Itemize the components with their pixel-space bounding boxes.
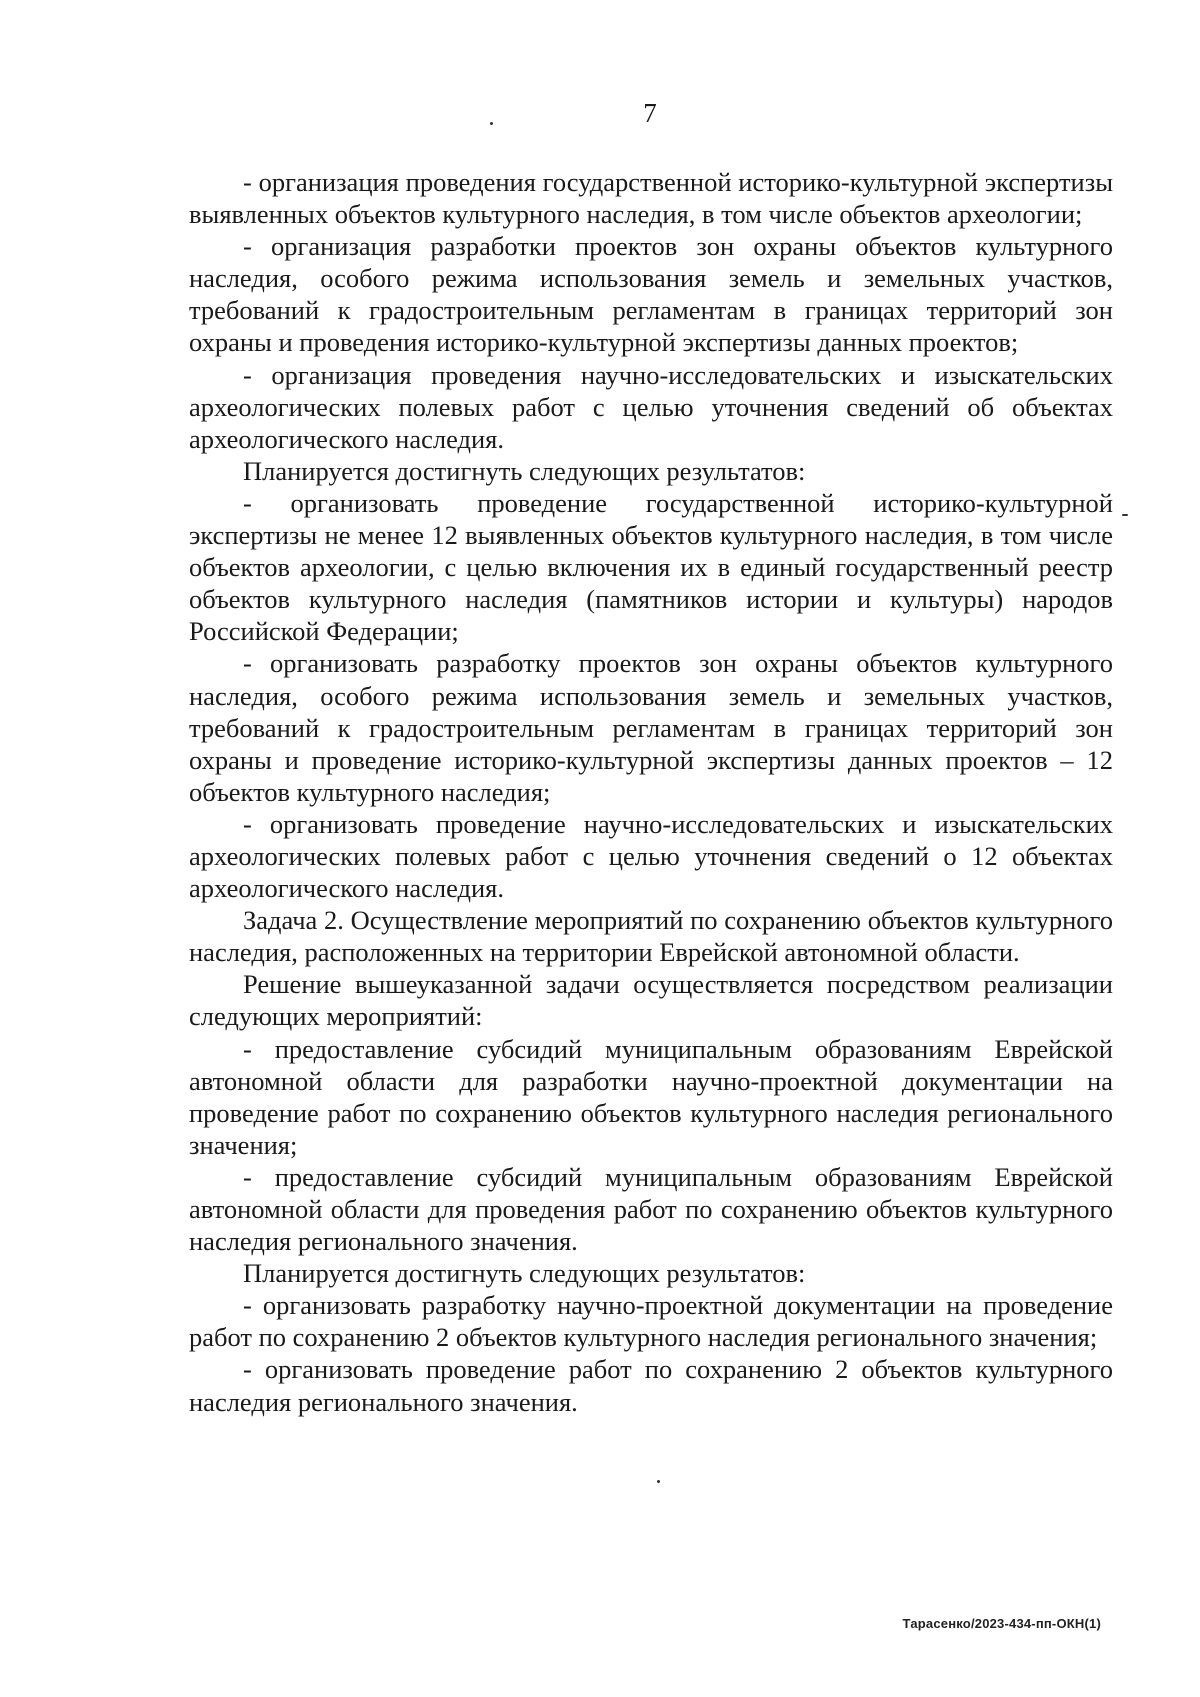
paragraph: - организация проведения научно-исследовательских и изыскательских археологических полевых работ с целью уточнения сведений об объектах археологического наследия. (189, 359, 1113, 454)
paragraph: - организовать проведение государственной историко-культурной экспертизы не менее 12 выявленных объектов культурного наследия, в том числе объектов археологии, с целью включения их в единый государственный реестр объектов культурного наследия (памятников истории и культуры) народов Российской Федерации; (189, 487, 1113, 647)
paragraph: Задача 2. Осуществление мероприятий по сохранению объектов культурного наследия, расположенных на территории Еврейской автономной области. (189, 905, 1113, 968)
paragraph: - предоставление субсидий муниципальным образованиям Еврейской автономной области для проведения работ по сохранению объектов культурного наследия регионального значения. (189, 1161, 1113, 1257)
paragraph: - предоставление субсидий муниципальным образованиям Еврейской автономной области для разработки научно-проектной документации на проведение работ по сохранению объектов культурного наследия регионального значения; (189, 1033, 1113, 1160)
paragraph: - организация разработки проектов зон охраны объектов культурного наследия, особого режима использования земель и земельных участков, требований к градостроительным регламентам в границах территорий зон охраны и проведения историко-культурной экспертизы данных проектов; (189, 231, 1113, 358)
page-number: 7 (643, 98, 657, 128)
document-reference-code: Тарасенко/2023-434-пп-ОКН(1) (902, 1616, 1101, 1631)
paragraph: - организовать проведение работ по сохранению 2 объектов культурного наследия регионального значения. (189, 1354, 1113, 1417)
document-body (189, 166, 1113, 1418)
paragraph: Планируется достигнуть следующих результатов: (243, 1258, 806, 1289)
paragraph: - организовать проведение научно-исследовательских и изыскательских археологических полевых работ с целью уточнения сведений о 12 объектах археологического наследия. (189, 808, 1113, 904)
scan-speck (1122, 514, 1128, 516)
paragraph: - организация проведения государственной историко-культурной экспертизы выявленных объектов культурного наследия, в том числе объектов археологии; (189, 167, 1113, 230)
paragraph: Решение вышеуказанной задачи осуществляется посредством реализации следующих мероприятий: (189, 969, 1113, 1032)
scan-speck (657, 1480, 660, 1483)
paragraph: - организовать разработку научно-проектной документации на проведение работ по сохранению 2 объектов культурного наследия регионального значения; (189, 1290, 1113, 1353)
paragraph: - организовать разработку проектов зон охраны объектов культурного наследия, особого режима использования земель и земельных участков, требований к градостроительным регламентам в границах территорий зон охраны и проведение историко-культурной экспертизы данных проектов – 12 объектов культурного наследия; (189, 648, 1113, 807)
paragraph: Планируется достигнуть следующих результатов: (243, 455, 806, 486)
